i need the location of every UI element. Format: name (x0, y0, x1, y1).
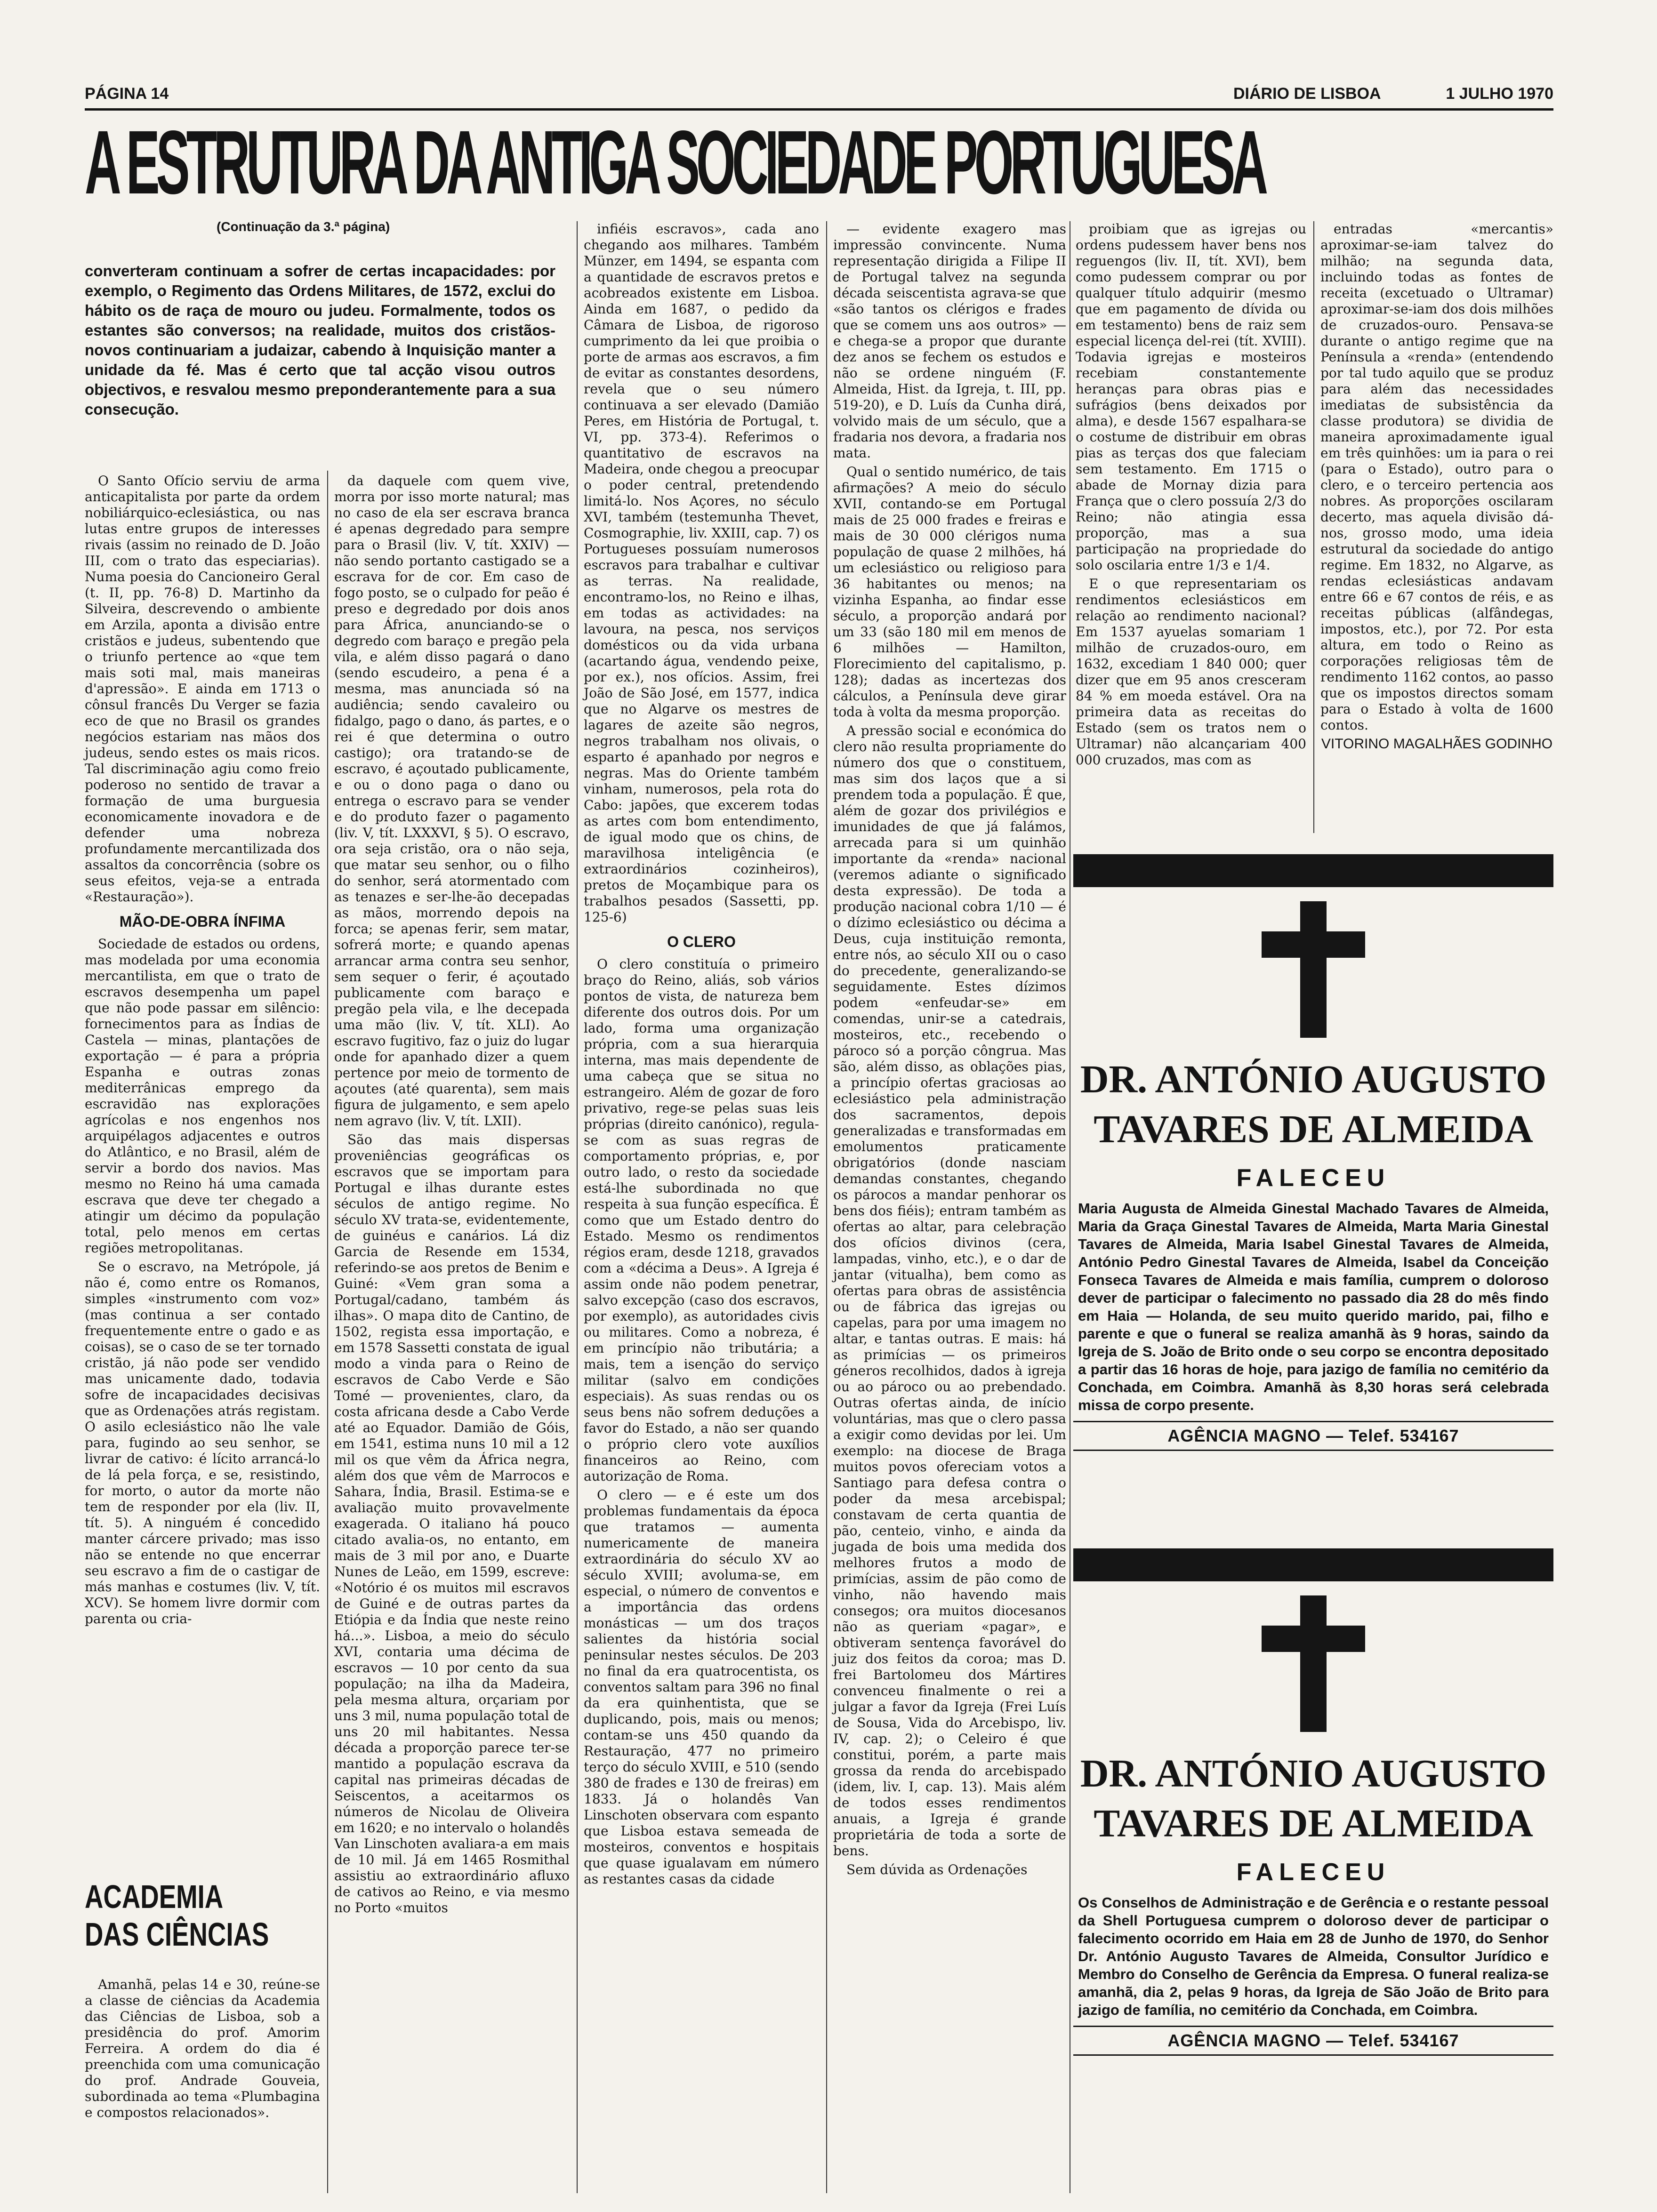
obituary-text: Os Conselhos de Administração e de Gerência e o restante pessoal da Shell Portuguesa cumprem o doloroso dever de participar o falecimento ocorrido em Haia em 28 de Junho de 1970, do Senhor Dr. António Augusto Tavares de Almeida, Consultor Jurídico e Membro do Conselho de Gerência da Empresa. O funeral realiza-se amanhã, dia 2, pelas 9 horas, da Igreja de São João de Brito para jazigo de família, no cemitério da Conchada, em Coimbra. (1078, 1894, 1549, 2018)
paragraph: Sociedade de estados ou ordens, mas modelada por uma economia mercantilista, em que o trato de escravos desempenha um papel que não pode passar em silêncio: fornecimentos para as Índias de Castela — minas, plantações de exportação — é para a própria Espanha e outras zonas mediterrânicas emprego da escravidão nas explorações agrícolas e nos engenhos nos arquipélagos adjacentes e outros do Atlântico, e no Brasil, além de servir a bordo dos navios. Mas mesmo no Reino há uma camada escrava que deve ter chegado a atingir um décimo da população total, pelo menos em certas regiões metropolitanas. (85, 936, 320, 1256)
article-column-2 (334, 473, 570, 1919)
obituary-black-bar (1073, 854, 1553, 887)
obituary-notice-shell (1073, 1548, 1553, 2056)
paragraph: Amanhã, pelas 14 e 30, reúne-se a classe de ciências da Academia das Ciências de Lisboa, sob a presidência do prof. Amorim Ferreira. A ordem do dia é preenchida com uma comunicação do prof. Andrade Gouveia, subordinada ao tema «Plumbagina e compostos relacionados». (85, 1977, 320, 2120)
deceased-name: DR. ANTÓNIO AUGUSTO TAVARES DE ALMEIDA (1080, 1058, 1547, 1151)
article-column-5 (1076, 221, 1306, 771)
cross-icon (1262, 1595, 1365, 1732)
paragraph: Sem dúvida as Ordenações (846, 1862, 1028, 1877)
paragraph: O Santo Ofício serviu de arma anticapitalista por parte da ordem nobiliárquico-eclesiástica, ou nas lutas entre grupos de interesses rivais (assim no reinado de D. João III, com o trato das especiarias). Numa poesia do Cancioneiro Geral (t. II, pp. 76-8) D. Martinho da Silveira, descrevendo o ambiente em Arzila, aponta a divisão entre cristãos e judeus, subentendo que o triunfo pertence ao «que tem mais soti mal, mais maneiras d'apressão». E ainda em 1713 o cônsul francês Du Verger se fazia eco de que no Brasil os grandes negócios estariam nas mãos dos judeus, sendo estes os mais ricos. Tal discriminação agiu como freio poderoso no sentido de travar a formação de uma burguesia economicamente inovadora e de defender uma nobreza profundamente mercantilizada dos assaltos da concorrência (sobre os seus efeitos, veja-se a entrada «Restauração»). (85, 473, 320, 905)
paragraph: proibiam que as igrejas ou ordens pudessem haver bens nos reguengos (liv. II, tít. XVI), bem como pudessem comprar ou por qualquer título adquirir (mesmo que em pagamento de dívida ou em testamento) bens de raiz sem especial licença del-rei (tít. XVIII). Todavia igrejas e mosteiros recebiam constantemente heranças para obras pias e sufrágios (bens deixados por alma), e desde 1567 espalhara-se o costume de distribuir em obras pias as terças dos que faleciam sem testamento. Em 1715 o abade de Mornay dizia para França que o clero possuía 2/3 do Reino; não atingia essa proporção, mas a sua participação na propriedade do solo oscilaria entre 1/3 e 1/4. (1076, 221, 1306, 573)
continuation-note: (Continuação da 3.ª página) (217, 219, 390, 234)
article-headline: A ESTRUTURA DA ANTIGA SOCIEDADE PORTUGUESA (85, 112, 1265, 213)
academia-title-line-2: DAS CIÊNCIAS (85, 1916, 269, 1953)
paragraph: E o que representariam os rendimentos eclesiásticos em relação ao rendimento nacional? Em 1537 ayuelas somariam 1 milhão de cruzados-ouro, em 1632, excediam 1 840 000; quer dizer que em 95 anos cresceram 84 % em moeda estável. Ora na primeira data as receitas do Estado (sem os tratos nem o Ultramar) não alcançariam 400 000 cruzados, mas com as (1076, 576, 1306, 768)
funeral-agency: AGÊNCIA MAGNO — Telef. 534167 (1073, 1421, 1553, 1451)
section-heading-mao-de-obra: MÃO-DE-OBRA ÍNFIMA (119, 913, 286, 930)
paragraph: Qual o sentido numérico, de tais afirmações? A meio do século XVII, contando-se em Portugal mais de 25 000 frades e freiras e mais de 30 000 clérigos numa população de quase 2 milhões, há um eclesiástico ou religioso para 36 habitantes ou menos; na vizinha Espanha, ao findar esse século, a proporção andará por um 33 (são 180 mil em menos de 6 milhões — Hamilton, Florecimiento del capitalismo, p. 128); dadas as incertezas dos cálculos, a Península deve girar toda à volta da mesma proporção. (833, 464, 1066, 720)
masthead-rule (85, 108, 1553, 111)
article-column-4 (833, 221, 1066, 1881)
article-column-3 (584, 221, 819, 1890)
article-lead: converteram continuam a sofrer de certas incapacidades: por exemplo, o Regimento das Ordens Militares, de 1572, exclui do hábito os de raça de mouro ou judeu. Formalmente, todos os estantes são conversos; na realidade, muitos dos cristãos-novos continuariam a judaizar, cabendo à Inquisição manter a unidade da fé. Mas é certo que tal acção visou outros objectivos, e resvalou mesmo preponderantemente para a sua consecução. (85, 262, 555, 418)
author-signature: VITORINO MAGALHÃES GODINHO (1321, 736, 1553, 752)
academia-title-line-1: ACADEMIA (85, 1878, 224, 1915)
cross-icon (1262, 901, 1365, 1038)
paragraph: infiéis escravos», cada ano chegando aos milhares. Também Münzer, em 1494, se espanta com a quantidade de escravos pretos e acobreados existente em Lisboa. Ainda em 1687, o pedido da Câmara de Lisboa, de rigoroso cumprimento da lei que proibia o porte de armas aos escravos, a fim de evitar as constantes desordens, revela que o seu número continuava a ser elevado (Damião Peres, em História de Portugal, t. VI, pp. 373-4). Referimos o quantitativo de escravos na Madeira, onde chegou a preocupar o poder central, pretendendo limitá-lo. Nos Açores, no século XVI, também (testemunha Thevet, Cosmographie, liv. XXIII, cap. 7) os Portugueses possuíam numerosos escravos para trabalhar e cultivar as terras. Na realidade, encontramo-los, no Reino e ilhas, em todas as actividades: na lavoura, na pesca, nos serviços domésticos ou da vida urbana (acartando água, vendendo peixe, por ex.), nos ofícios. Assim, frei João de São José, em 1577, indica que no Algarve os mestres de lagares de azeite são negros, negros trabalham nos olivais, o esparto é apanhado por negros e negras. Mas do Oriente também vinham, numerosos, pela rota do Cabo: japões, que excerem todas as artes com bom entendimento, de igual modo que os chins, de maravilhosa inteligência (e extraordinários cozinheiros), pretos de Moçambique para os trabalhos pesados (Sassetti, pp. 125-6) (584, 221, 819, 925)
article-column-1 (85, 473, 320, 1630)
paragraph: O clero — e é este um dos problemas fundamentais da época que tratamos — aumenta numericamente de maneira extraordinária do século XV ao século XVIII; avoluma-se, em especial, o número de conventos e a importância das ordens monásticas — um dos traços salientes da história social peninsular nestes séculos. De 203 no final da era quatrocentista, os conventos saltam para 396 no final da era quinhentista, que se duplicando, pois, mais ou menos; contam-se uns 450 quando da Restauração, 477 no primeiro terço do século XVIII, e 510 (sendo 380 de frades e 130 de freiras) em 1833. Já o holandês Van Linschoten observara com espanto que Lisboa estava semeada de mosteiros, conventos e hospitais que quase igualavam em número as restantes casas da cidade (584, 1487, 819, 1887)
academia-heading (85, 1878, 320, 1953)
paragraph: O clero constituía o primeiro braço do Reino, aliás, sob vários pontos de vista, de natureza bem diferente dos outros dois. Por um lado, forma uma organização própria, com a sua hierarquia interna, mas mais dependente de uma cabeça que se situa no estrangeiro. Além de gozar de foro privativo, rege-se pelas suas leis próprias (direito canónico), regula-se com as suas regras de comportamento próprias, e, por outro lado, o resto da sociedade está-lhe subordinada no que respeita à sua função específica. É como que um Estado dentro do Estado. Mesmo os rendimentos régios eram, desde 1218, gravados com a «décima a Deus». A Igreja é assim onde não podem penetrar, salvo excepção (caso dos escravos, por exemplo), as autoridades civis ou militares. Como a nobreza, é em princípio não tributária; a mais, tem a isenção do serviço militar (salvo em condições especiais). As suas rendas ou os seus bens não sofrem deduções a favor do Estado, a não ser quando o próprio clero vote auxílios financeiros ao Reino, com autorização de Roma. (584, 956, 819, 1484)
faleceu-label: FALECEU (1236, 1164, 1391, 1192)
article-column-6 (1320, 221, 1553, 755)
paragraph: São das mais dispersas proveniências geográficas os escravos que se importam para Portugal e ilhas durante estes séculos de antigo regime. No século XV trata-se, evidentemente, de guinéus e canários. Lá diz Garcia de Resende em 1534, referindo-se aos pretos de Benim e Guiné: «Vem gran soma a Portugal/cadano, também ás ilhas». O mapa dito de Cantino, de 1502, regista essa importação, e em 1578 Sassetti constata de igual modo a vinda para o Reino de escravos de Cabo Verde e São Tomé — provenientes, claro, da costa africana desde a Cabo Verde até ao Equador. Damião de Góis, em 1541, estima nuns 10 mil a 12 mil os que vêm da África negra, além dos que vêm de Marrocos e Sahara, Índia, Brasil. Estima-se e avaliação muito provavelmente exagerada. O italiano há pouco citado avalia-os, no entanto, em mais de 3 mil por ano, e Duarte Nunes de Leão, em 1599, escreve: «Notório é os muitos mil escravos de Guiné e de outras partes da Etiópia e da Índia que neste reino há...». Lisboa, a meio do século XVI, contaria uma décima de escravos — 10 por cento da sua população; na ilha da Madeira, pela mesma altura, orçariam por uns 3 mil, numa população total de uns 20 mil habitantes. Nessa década a proporção parece ter-se mantido a população escrava da capital nas primeiras décadas de Seiscentos, a aceitarmos os números de Nicolau de Oliveira em 1620; e no intervalo o holandês Van Linschoten avaliara-a em mais de 10 mil. Já em 1465 Rosmithal assistiu ao extraordinário afluxo de cativos ao Reino, e via mesmo no Porto «muitos (334, 1132, 570, 1915)
newspaper-name: DIÁRIO DE LISBOA (1233, 85, 1381, 103)
column-divider (1313, 221, 1314, 833)
column-divider (577, 221, 578, 2193)
paragraph: entradas «mercantis» aproximar-se-iam talvez do milhão; na segunda data, incluindo todas as fontes de receita (excetuado o Ultramar) aproximar-se-iam dos dois milhões de cruzados-ouro. Pensava-se durante o antigo regime que na Península a «renda» (entendendo por tal tudo aquilo que se produz para além das necessidades imediatas de subsistência da classe produtora) se dividia de maneira aproximadamente igual em três quinhões: um ia para o rei (para o Estado), outro para o clero, e o terceiro pertencia aos nobres. As proporções oscilaram decerto, mas aquela divisão dá-nos, grosso modo, uma ideia estrutural da sociedade do antigo regime. Em 1832, no Algarve, as rendas eclesiásticas andavam entre 66 e 67 contos de réis, e as receitas públicas (alfândegas, impostos, etc.), por 72. Por esta altura, em todo o Reino as corporações religiosas têm de rendimento 1162 contos, ao passo que os impostos directos somam para o Estado à volta de 1600 contos. (1320, 221, 1553, 733)
funeral-agency: AGÊNCIA MAGNO — Telef. 534167 (1073, 2026, 1553, 2056)
page-number: PÁGINA 14 (85, 85, 169, 103)
paragraph: A pressão social e económica do clero não resulta propriamente do número dos que o constituem, mas sim dos laços que a si prendem toda a população. É que, além de gozar dos privilégios e imunidades de que já falámos, arrecada para si um quinhão importante da «renda» nacional (veremos adiante o significado desta expressão). De toda a produção nacional cobra 1/10 — é o dízimo eclesiástico ou décima a Deus, cuja instituição remonta, entre nós, ao século XII ou o caso do precedente, generalizando-se seguidamente. Estes dízimos podem «enfeudar-se» em comendas, unir-se a catedrais, mosteiros, etc., recebendo o pároco só a porção côngrua. Mas são, além disso, as oblações pias, a princípio ofertas graciosas ao eclesiástico pela administração dos sacramentos, depois generalizadas e transformadas em emolumentos praticamente obrigatórios (donde nasciam demandas constantes, chegando os párocos a mandar penhorar os bens dos fiéis); entram também as ofertas ao altar, para celebração dos ofícios divinos (cera, lampadas, vinho, etc.), e o dar de jantar (vitualha), bem como as ofertas para obras de assistência ou de fábrica das igrejas ou capelas, para por uma imagem no altar, e tantas outras. E mais: há as primícias — os primeiros géneros recolhidos, dados à igreja ou ao pároco ou ao prebendado. Outras ofertas ainda, de início voluntárias, mas que o clero passa a exigir como devidas por lei. Um exemplo: na diocese de Braga muitos povos ofereciam votos a Santiago para defesa contra o poder da mesa arcebispal; constavam de certa quantia de pão, centeio, vinho, e ainda da jugada de bois uma medida dos melhores frutos a modo de primícias, assim de pão como de vinho, não havendo mais consegos; ora muitos diocesanos não as queriam «pagar», e obtiveram sentença favorável do juiz dos feitos da coroa; mas D. frei Bartolomeu dos Mártires convenceu finalmente o rei a julgar a favor da Igreja (Frei Luís de Sousa, Vida do Arcebispo, liv. IV, cap. 2); o Celeiro é que constitui, porém, a parte mais grossa da renda do arcebispado (idem, liv. I, cap. 13). Mais além de todos esses rendimentos anuais, a Igreja é grande proprietária de toda a sorte de bens. (833, 723, 1066, 1859)
academia-notice (85, 1977, 320, 2121)
obituary-notice-family (1073, 854, 1553, 1451)
obituary-text: Maria Augusta de Almeida Ginestal Machado Tavares de Almeida, Maria da Graça Ginestal Tavares de Almeida, Marta Maria Ginestal Tavares de Almeida, Maria Isabel Ginestal Tavares de Almeida, António Pedro Ginestal Tavares de Almeida, Isabel da Conceição Fonseca Tavares de Almeida e mais família, cumprem o doloroso dever de participar o falecimento no passado dia 28 do mês findo em Haia — Holanda, de seu muito querido marido, pai, filho e parente e que o funeral se realiza amanhã às 9 horas, saindo da Igreja de S. João de Brito onde o seu corpo se encontra depositado a partir das 16 horas de hoje, para jazigo de família no cemitério da Conchada, em Coimbra. Amanhã às 8,30 horas será celebrada missa de corpo presente. (1078, 1200, 1549, 1413)
obituary-black-bar (1073, 1548, 1553, 1581)
paragraph: — evidente exagero mas impressão convincente. Numa representação dirigida a Filipe II de Portugal talvez na segunda década seiscentista agrava-se que «são tantos os clérigos e frades que se comem uns aos outros» — e chega-se a propor que durante dez anos se fechem os estudos e não se ordene ninguém (F. Almeida, Hist. da Igreja, t. III, pp. 519-20), e D. Luís da Cunha dirá, volvido mais de um século, que a fradaria nos devora, a fradaria nos mata. (833, 221, 1066, 461)
section-heading-clero: O CLERO (667, 933, 736, 950)
column-divider (327, 471, 328, 2193)
paragraph: Se o escravo, na Metrópole, já não é, como entre os Romanos, simples «instrumento com voz» (mas continua a ser contado frequentemente entre o gado e as coisas), se o caso de se ter tornado cristão, já não pode ser vendido mas unicamente dado, todavia sofre de incapacidades decisivas que as Ordenações atrás registam. O asilo eclesiástico não lhe vale para, fugindo ao seu senhor, se livrar de cativo: é lícito arrancá-lo de lá pela força, e se, resistindo, for morto, o autor da morte não tem de responder por ela (liv. II, tít. 5). A ninguém é concedido manter cárcere privado; mas isso não se entende no que encerrar seu escravo a fim de o castigar de más manhas e costumes (liv. V, tít. XCV). Se homem livre dormir com parenta ou cria- (85, 1259, 320, 1627)
masthead (85, 80, 1553, 108)
column-divider (826, 221, 827, 2193)
deceased-name: DR. ANTÓNIO AUGUSTO TAVARES DE ALMEIDA (1080, 1752, 1547, 1845)
faleceu-label: FALECEU (1236, 1859, 1391, 1886)
issue-date: 1 JULHO 1970 (1446, 85, 1553, 103)
paragraph: da daquele com quem vive, morra por isso morte natural; mas no caso de ela ser escrava branca é apenas degredado para sempre para o Brasil (liv. V, tít. XXIV) — não sendo portanto castigado se a escrava for de cor. Em caso de fogo posto, se o culpado for peão é preso e degredado por dois anos para África, anunciando-se o degredo com baraço e pregão pela vila, e além disso pagará o dano (sendo escudeiro, a pena é a mesma, mas anunciada só na audiência; sendo cavaleiro ou fidalgo, pago o dano, ás partes, e o rei é que determina o outro castigo); ora tratando-se de escravo, é açoutado publicamente, e ou o dono paga o dano ou entrega o escravo para se vender e do produto fazer o pagamento (liv. V, tít. LXXXVI, § 5). O escravo, ora seja cristão, ora o não seja, que matar seu senhor, ou o filho do senhor, será atormentado com as tenazes e ser-lhe-ão decepadas as mãos, morrendo depois na forca; se apenas ferir, sem matar, sofrerá morte; e quando apenas arrancar arma contra seu senhor, sem sequer o ferir, é açoutado publicamente com baraço e pregão pela vila, e lhe decepada uma mão (liv. V, tít. XLI). Ao escravo fugitivo, faz o juiz do lugar onde for apanhado dizer a quem pertence por meio de tormento de açoutes (até quarenta), sem mais figura de julgamento, e sem apelo nem agravo (liv. V, tít. LXII). (334, 473, 570, 1129)
